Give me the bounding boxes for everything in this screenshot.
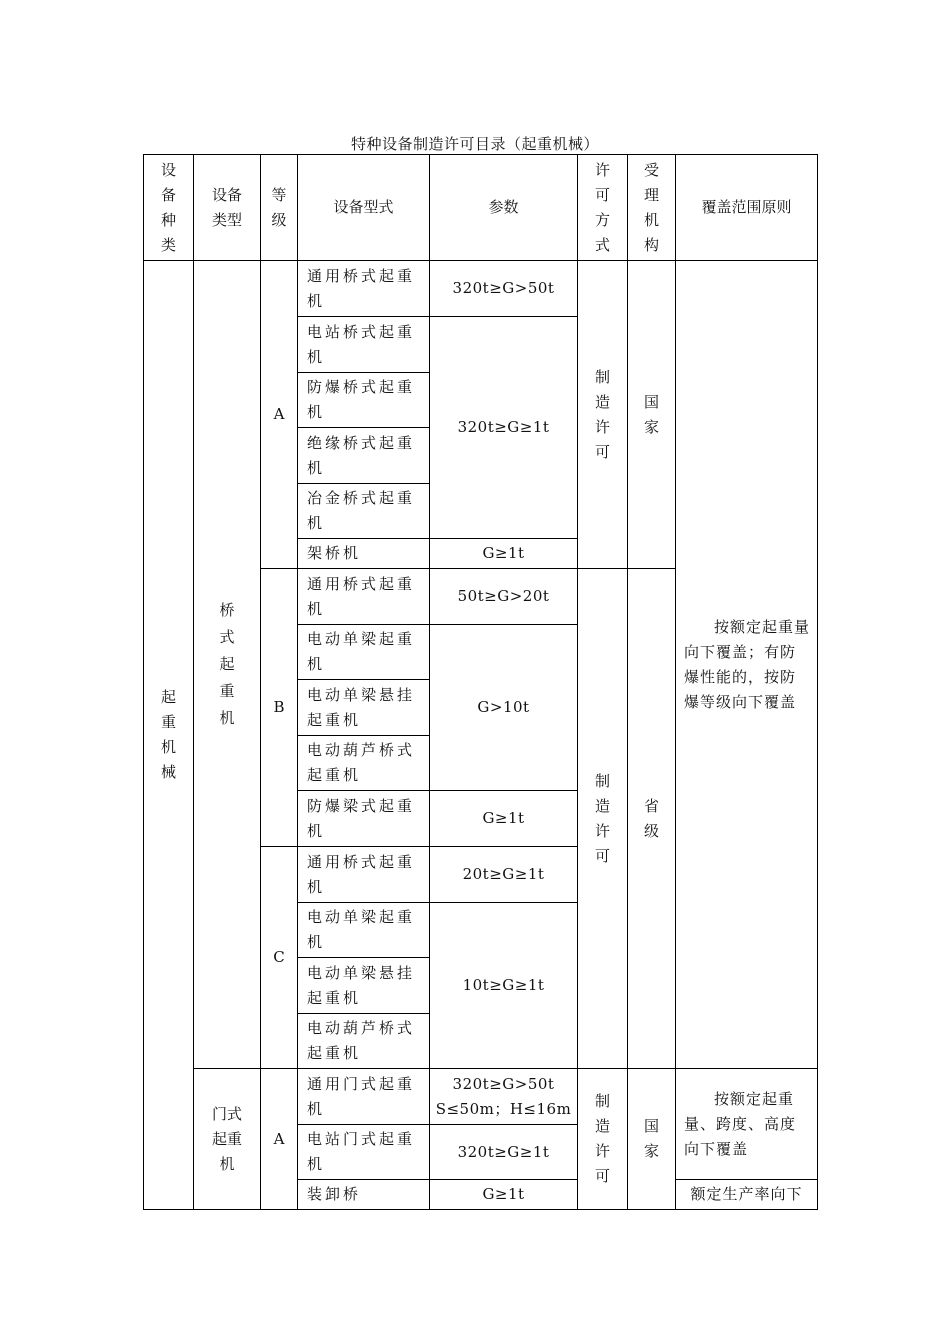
- param-line: S≤50m；H≤16m: [435, 1099, 572, 1118]
- coverage-text: 按额定起重量向下覆盖；有防爆性能的，按防爆等级向下覆盖: [684, 617, 811, 711]
- param-cell: 10t≥G≥1t: [430, 903, 578, 1069]
- param-cell: [430, 1069, 578, 1125]
- coverage-cell: [676, 261, 818, 1069]
- model-cell: 电站桥式起重机: [298, 317, 430, 373]
- model-cell: 电动葫芦桥式起重机: [298, 736, 430, 791]
- header-model: 设备型式: [298, 155, 430, 261]
- header-type: 设备 类型: [194, 155, 261, 261]
- table-row: [144, 261, 818, 317]
- model-cell: 电动单梁起重机: [298, 625, 430, 680]
- table-row: [144, 1069, 818, 1125]
- model-cell: 电动单梁起重机: [298, 903, 430, 958]
- permit-cell: 制 造 许 可: [578, 261, 628, 569]
- category-cell: 起 重 机 械: [144, 261, 194, 1210]
- param-cell: 320t≥G≥1t: [430, 317, 578, 539]
- param-line: 320t≥G>50t: [452, 1074, 555, 1093]
- authority-cell: 国 家: [628, 1069, 676, 1210]
- header-params: 参数: [430, 155, 578, 261]
- permit-catalog-table: [143, 154, 818, 1210]
- model-cell: 绝缘桥式起重机: [298, 428, 430, 484]
- param-cell: 20t≥G≥1t: [430, 847, 578, 903]
- model-cell: 通用桥式起重机: [298, 569, 430, 625]
- model-cell: 通用桥式起重机: [298, 847, 430, 903]
- model-cell: 架桥机: [298, 539, 430, 569]
- header-row: [144, 155, 818, 261]
- bridge-type-cell: 桥 式 起 重 机: [194, 261, 261, 1069]
- header-category: 设 备 种 类: [144, 155, 194, 261]
- gantry-grade-cell: A: [261, 1069, 298, 1210]
- gantry-type-cell: 门式 起重 机: [194, 1069, 261, 1210]
- model-cell: 通用桥式起重机: [298, 261, 430, 317]
- model-cell: 装卸桥: [298, 1180, 430, 1210]
- model-cell: 冶金桥式起重机: [298, 484, 430, 539]
- header-authority: 受 理 机 构: [628, 155, 676, 261]
- param-cell: G≥1t: [430, 791, 578, 847]
- header-permit: 许 可 方 式: [578, 155, 628, 261]
- coverage-cell: 额定生产率向下: [676, 1180, 818, 1210]
- param-cell: G>10t: [430, 625, 578, 791]
- permit-cell: 制 造 许 可: [578, 569, 628, 1069]
- grade-a-cell: A: [261, 261, 298, 569]
- model-cell: 电动葫芦桥式起重机: [298, 1014, 430, 1069]
- page-title: 特种设备制造许可目录（起重机械）: [350, 135, 599, 153]
- model-cell: 防爆梁式起重机: [298, 791, 430, 847]
- coverage-text: 按额定起重量、跨度、高度向下覆盖: [684, 1089, 797, 1158]
- model-cell: 电动单梁悬挂起重机: [298, 680, 430, 736]
- param-cell: 320t≥G>50t: [430, 261, 578, 317]
- model-cell: 电站门式起重机: [298, 1125, 430, 1180]
- param-cell: 50t≥G>20t: [430, 569, 578, 625]
- header-coverage: 覆盖范围原则: [676, 155, 818, 261]
- authority-cell: 国 家: [628, 261, 676, 569]
- header-grade: 等 级: [261, 155, 298, 261]
- param-cell: G≥1t: [430, 539, 578, 569]
- authority-cell: 省 级: [628, 569, 676, 1069]
- coverage-cell: [676, 1069, 818, 1180]
- model-cell: 通用门式起重机: [298, 1069, 430, 1125]
- param-cell: G≥1t: [430, 1180, 578, 1210]
- model-cell: 防爆桥式起重机: [298, 373, 430, 428]
- grade-c-cell: C: [261, 847, 298, 1069]
- param-cell: 320t≥G≥1t: [430, 1125, 578, 1180]
- model-cell: 电动单梁悬挂起重机: [298, 958, 430, 1014]
- grade-b-cell: B: [261, 569, 298, 847]
- permit-cell: 制 造 许 可: [578, 1069, 628, 1210]
